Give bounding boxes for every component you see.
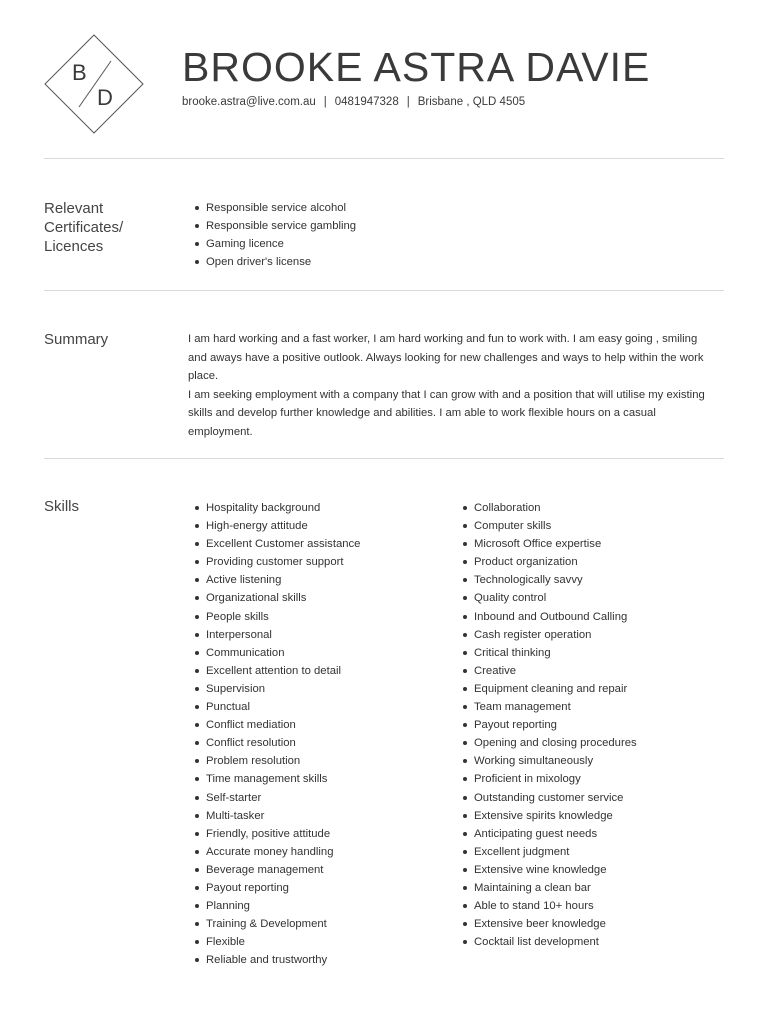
list-item: Equipment cleaning and repair xyxy=(462,680,637,698)
list-item: Responsible service gambling xyxy=(194,217,356,235)
list-item: Payout reporting xyxy=(194,879,360,897)
list-item: Open driver's license xyxy=(194,253,356,271)
list-item: Cash register operation xyxy=(462,626,637,644)
monogram-logo xyxy=(44,34,144,134)
summary-paragraph: I am hard working and a fast worker, I am hard working and fun to work with. I am easy going , smiling and aways have a positive outlook. Always looking for new challenges and ways to help within the work place. xyxy=(188,333,704,382)
email-text: brooke.astra@live.com.au xyxy=(182,96,316,108)
diamond-logo-icon xyxy=(44,34,144,134)
list-item: Training & Development xyxy=(194,915,360,933)
list-item: Technologically savvy xyxy=(462,571,637,589)
list-item: Friendly, positive attitude xyxy=(194,825,360,843)
list-item: Inbound and Outbound Calling xyxy=(462,608,637,626)
list-item: Excellent Customer assistance xyxy=(194,535,360,553)
list-item: Payout reporting xyxy=(462,716,637,734)
list-item: Excellent judgment xyxy=(462,843,637,861)
list-item: Hospitality background xyxy=(194,499,360,517)
list-item: Punctual xyxy=(194,698,360,716)
list-item: Extensive spirits knowledge xyxy=(462,807,637,825)
list-item: Maintaining a clean bar xyxy=(462,879,637,897)
list-item: People skills xyxy=(194,608,360,626)
skills-list-left xyxy=(194,499,360,969)
skills-list-right xyxy=(462,499,637,951)
list-item: Providing customer support xyxy=(194,553,360,571)
list-item: Quality control xyxy=(462,589,637,607)
separator: | xyxy=(323,96,327,108)
location-text: Brisbane , QLD 4505 xyxy=(417,96,526,108)
list-item: Microsoft Office expertise xyxy=(462,535,637,553)
list-item: Active listening xyxy=(194,571,360,589)
list-item: Conflict mediation xyxy=(194,716,360,734)
certificates-list xyxy=(194,199,356,271)
skills-title: Skills xyxy=(44,498,80,515)
list-item: Able to stand 10+ hours xyxy=(462,897,637,915)
divider xyxy=(44,158,724,159)
summary-title: Summary xyxy=(44,331,109,348)
list-item: Cocktail list development xyxy=(462,933,637,951)
list-item: High-energy attitude xyxy=(194,517,360,535)
list-item: Interpersonal xyxy=(194,626,360,644)
list-item: Anticipating guest needs xyxy=(462,825,637,843)
list-item: Extensive beer knowledge xyxy=(462,915,637,933)
divider xyxy=(44,458,724,459)
list-item: Gaming licence xyxy=(194,235,356,253)
list-item: Problem resolution xyxy=(194,752,360,770)
list-item: Team management xyxy=(462,698,637,716)
summary-paragraph: I am seeking employment with a company that I can grow with and a position that will utilise my existing skills and develop further knowledge and abilities. I am able to work flexible hours on a casual employment. xyxy=(188,388,705,438)
certificates-title: Relevant Certificates/ Licences xyxy=(44,200,124,255)
phone-text: 0481947328 xyxy=(334,96,399,108)
list-item: Beverage management xyxy=(194,861,360,879)
list-item: Proficient in mixology xyxy=(462,770,637,788)
list-item: Critical thinking xyxy=(462,644,637,662)
list-item: Responsible service alcohol xyxy=(194,199,356,217)
monogram-first-initial: B xyxy=(72,60,87,85)
list-item: Extensive wine knowledge xyxy=(462,861,637,879)
list-item: Conflict resolution xyxy=(194,734,360,752)
summary-text xyxy=(188,330,718,441)
list-item: Outstanding customer service xyxy=(462,789,637,807)
divider xyxy=(44,290,724,291)
list-item: Collaboration xyxy=(462,499,637,517)
list-item: Flexible xyxy=(194,933,360,951)
list-item: Working simultaneously xyxy=(462,752,637,770)
list-item: Excellent attention to detail xyxy=(194,662,360,680)
list-item: Multi-tasker xyxy=(194,807,360,825)
list-item: Computer skills xyxy=(462,517,637,535)
list-item: Time management skills xyxy=(194,770,360,788)
list-item: Supervision xyxy=(194,680,360,698)
list-item: Product organization xyxy=(462,553,637,571)
list-item: Accurate money handling xyxy=(194,843,360,861)
list-item: Organizational skills xyxy=(194,589,360,607)
list-item: Creative xyxy=(462,662,637,680)
list-item: Opening and closing procedures xyxy=(462,734,637,752)
separator: | xyxy=(406,96,410,108)
list-item: Reliable and trustworthy xyxy=(194,951,360,969)
contact-line xyxy=(182,96,525,108)
candidate-name: BROOKE ASTRA DAVIE xyxy=(182,44,651,90)
list-item: Self-starter xyxy=(194,789,360,807)
monogram-second-initial: D xyxy=(97,85,113,110)
list-item: Communication xyxy=(194,644,360,662)
list-item: Planning xyxy=(194,897,360,915)
